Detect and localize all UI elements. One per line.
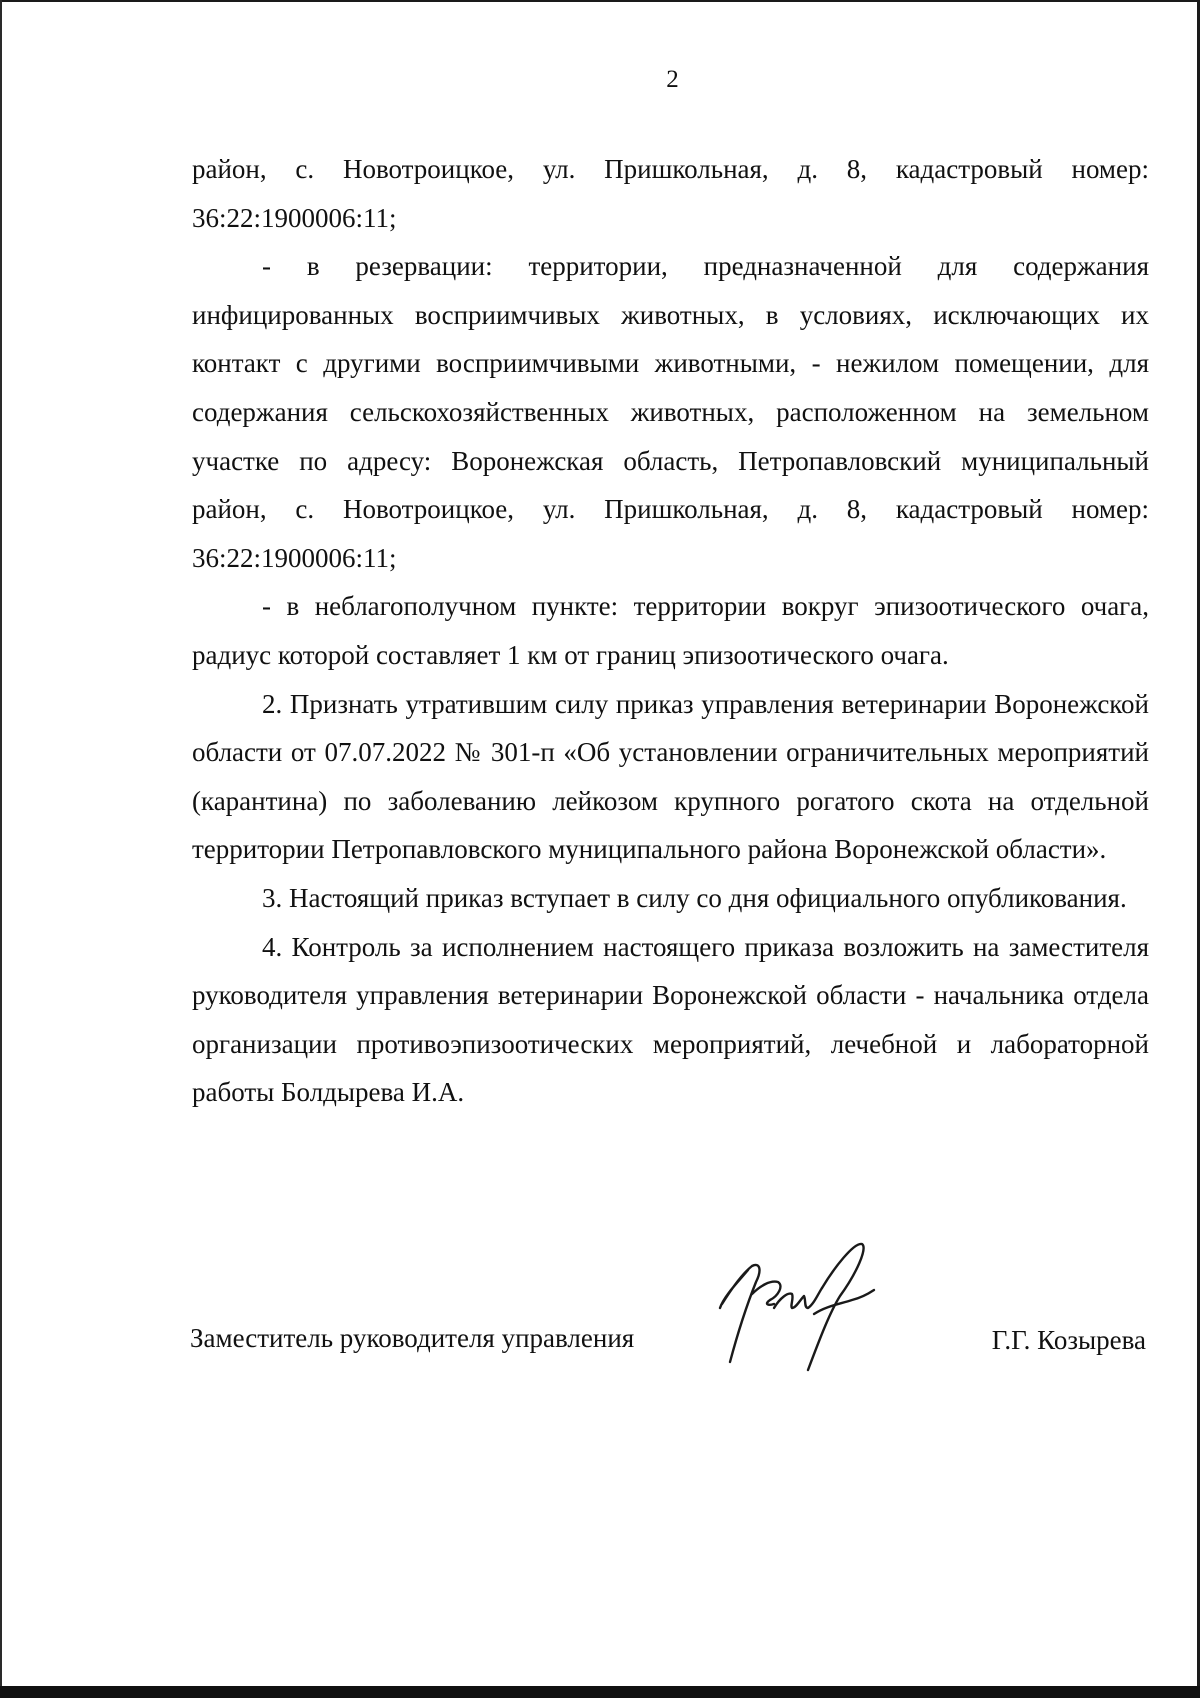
paragraph-item-3: 3. Настоящий приказ вступает в силу со дня официального опубликования. xyxy=(262,882,1127,913)
signature-block xyxy=(190,1300,1146,1390)
signatory-position: Заместитель руководителя управления xyxy=(190,1323,635,1353)
paragraph-unfavorable-point: - в неблагополучном пункте: территории вокруг эпизоотического очага, радиус которой составляет 1 км от границ эпизоотического очага. xyxy=(192,591,1149,670)
signatory-name: Г.Г. Козырева xyxy=(991,1325,1146,1355)
paragraph-reservation: - в резервации: территории, предназначенной для содержания инфицированных восприимчивых животных, в условиях, исключающих их контакт с другими восприимчивыми животными, - нежилом помещении, для содержания сельскохозяйственных животных, расположенном на земельном участке по адресу: Воронежская область, Петропавловский муниципальный район, с. Новотроицкое, ул. Пришкольная, д. 8, кадастровый номер: 36:22:1900006:11; xyxy=(192,251,1149,573)
scan-border-left xyxy=(0,0,2,1698)
paragraph-item-4: 4. Контроль за исполнением настоящего приказа возложить на заместителя руководителя управления ветеринарии Воронежской области - начальника отдела организации противоэпизоотических мероприятий, лечебной и лабораторной работы Болдырева И.А. xyxy=(192,931,1149,1108)
page-number: 2 xyxy=(666,66,679,93)
scan-border-top xyxy=(0,0,1200,2)
paragraph-address-continuation: район, с. Новотроицкое, ул. Пришкольная, д. 8, кадастровый номер: 36:22:1900006:11; xyxy=(192,154,1149,233)
document-body xyxy=(192,145,1149,1117)
paragraph-item-2: 2. Признать утратившим силу приказ управления ветеринарии Воронежской области от 07.07.2022 № 301-п «Об установлении ограничительных мероприятий (карантина) по заболеванию лейкозом крупного рогатого скота на отдельной территории Петропавловского муниципального района Воронежской области». xyxy=(192,688,1149,865)
handwritten-signature-icon xyxy=(708,1234,884,1382)
scan-border-bottom xyxy=(0,1686,1200,1698)
